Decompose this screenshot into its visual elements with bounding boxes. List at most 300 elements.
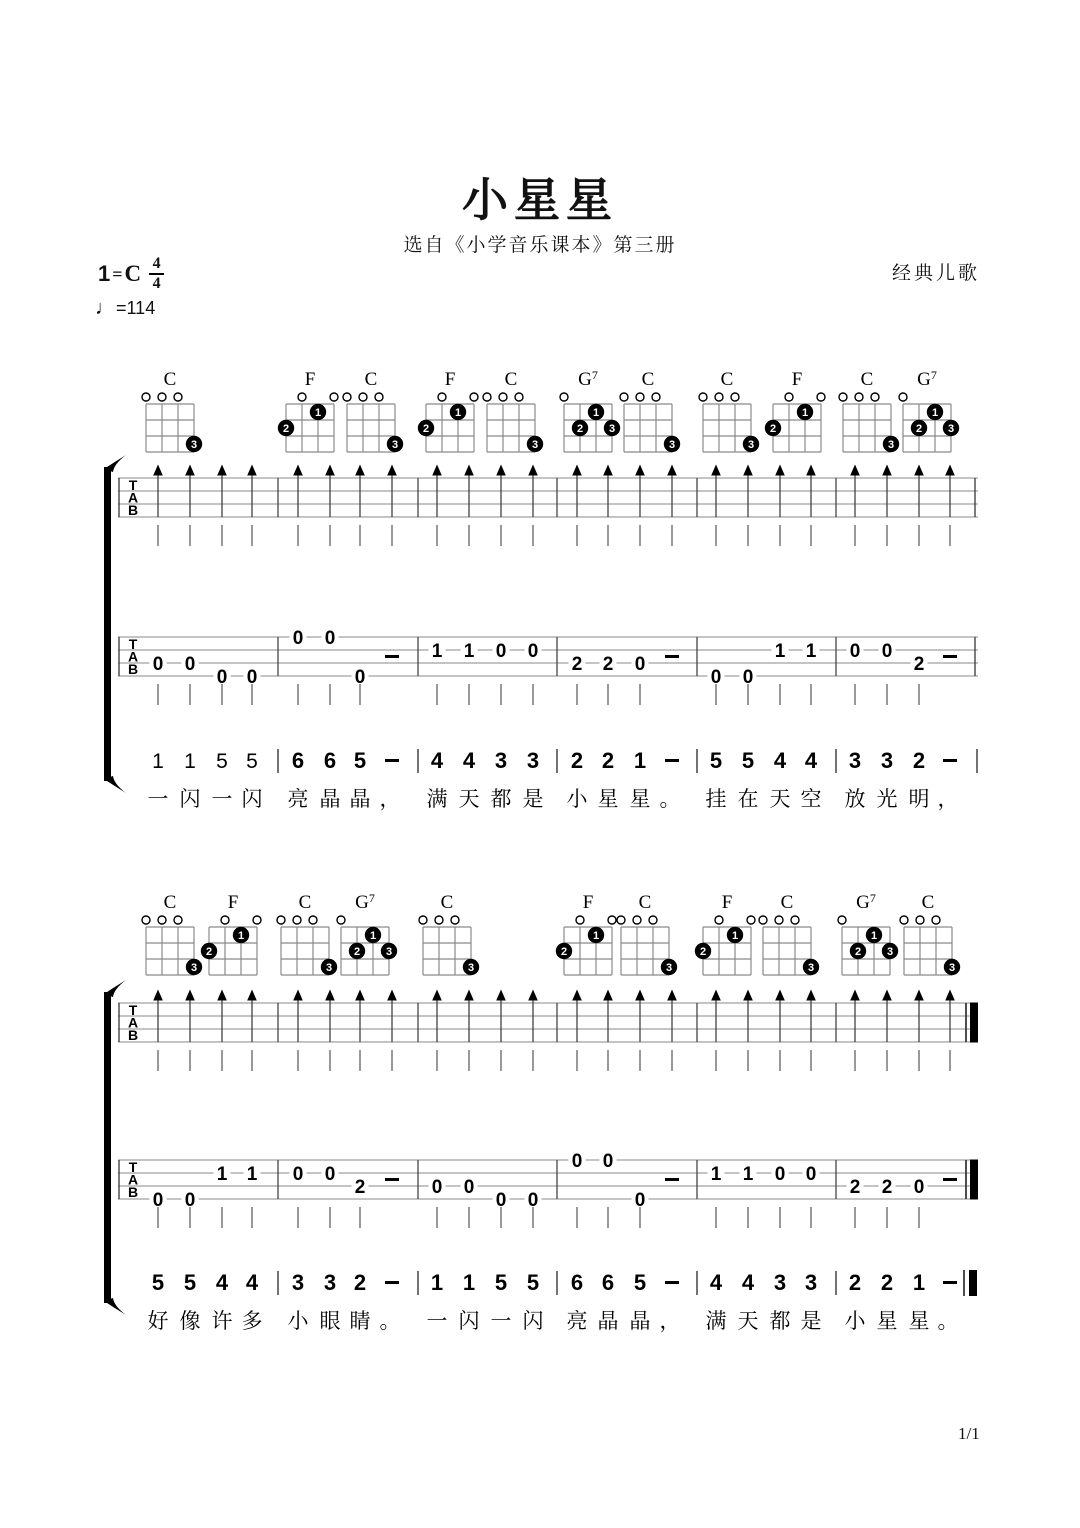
chord-name: C <box>440 892 454 913</box>
chord-diagram <box>765 369 825 452</box>
fret-number: 0 <box>431 1177 443 1198</box>
finger-number: 2 <box>915 423 923 435</box>
arrow-head <box>945 990 955 1001</box>
lyric-char: 空 <box>800 787 822 811</box>
fret-number: 2 <box>354 1177 366 1198</box>
tab-letter: A <box>127 1014 139 1031</box>
finger-number: 3 <box>947 423 955 435</box>
open-string-circle <box>620 393 628 401</box>
chord-diagram <box>142 369 202 452</box>
tab-letter: A <box>127 648 139 665</box>
arrow-head <box>496 990 506 1001</box>
half-note-dash <box>665 1178 679 1181</box>
arrow-head <box>355 990 365 1001</box>
strum-arrow <box>464 465 474 547</box>
tab-note <box>911 1177 928 1229</box>
lyric-char: 是 <box>522 787 544 811</box>
tab-note <box>708 1164 725 1229</box>
lyric-char: 闪 <box>522 1309 544 1333</box>
chord-diagram <box>343 369 403 452</box>
open-string-circle <box>499 393 507 401</box>
chord-name: $G^7$ <box>355 891 375 913</box>
arrow-head <box>387 990 397 1001</box>
chord-diagram <box>699 369 759 452</box>
finger-number: 1 <box>237 930 245 942</box>
arrow-head <box>293 465 303 476</box>
tab-note <box>600 654 617 706</box>
jianpu-number: 5 <box>216 750 228 773</box>
strum-arrow <box>325 990 335 1072</box>
arrow-head <box>528 465 538 476</box>
tab-note <box>879 1177 896 1229</box>
strum-arrow <box>153 465 163 547</box>
chord-diagram <box>201 892 261 975</box>
finger-number: 3 <box>948 962 956 974</box>
arrow-head <box>185 465 195 476</box>
strum-arrow <box>355 465 365 547</box>
open-string-circle <box>470 393 478 401</box>
open-string-circle <box>221 916 229 924</box>
jianpu-number: 2 <box>570 748 584 773</box>
arrow-head <box>850 990 860 1001</box>
strum-arrow <box>711 465 721 547</box>
fret-number: 0 <box>527 1190 539 1211</box>
open-string-circle <box>652 393 660 401</box>
open-string-circle <box>916 916 924 924</box>
tab-note <box>525 641 542 706</box>
tab-note <box>322 1164 339 1229</box>
lyric-char: 晶 <box>319 787 341 811</box>
arrow-head <box>185 990 195 1001</box>
system-bracket <box>104 467 111 781</box>
jianpu-dash <box>943 1281 957 1284</box>
open-string-circle <box>343 393 351 401</box>
fret-number: 1 <box>805 641 817 662</box>
lyric-char: 多 <box>241 1309 263 1333</box>
fret-number: 0 <box>913 1177 925 1198</box>
arrow-head <box>432 465 442 476</box>
arrow-head <box>325 465 335 476</box>
arrow-head <box>635 990 645 1001</box>
fret-number: 0 <box>881 641 893 662</box>
jianpu-number: 5 <box>183 1270 197 1295</box>
fret-number: 0 <box>849 641 861 662</box>
fret-number: 0 <box>571 1151 583 1172</box>
arrow-head <box>667 990 677 1001</box>
fret-number: 0 <box>216 667 228 688</box>
lyric-char: 。 <box>379 1309 401 1333</box>
lyric-char: 都 <box>769 1309 791 1333</box>
jianpu-number: 1 <box>430 1270 444 1295</box>
tab-letter: A <box>127 489 139 506</box>
tab-note <box>461 1177 478 1229</box>
jianpu-number: 4 <box>773 748 787 773</box>
arrow-head <box>247 990 257 1001</box>
open-string-circle <box>715 393 723 401</box>
lyric-char: 一 <box>147 787 169 811</box>
lyric-char: 像 <box>179 1309 201 1333</box>
song-credit: 经典儿歌 <box>891 263 980 284</box>
finger-number: 1 <box>870 930 878 942</box>
chord-diagram <box>142 892 202 975</box>
chord-name: F <box>582 892 594 913</box>
arrow-head <box>572 990 582 1001</box>
lyric-char: 亮 <box>566 1309 588 1333</box>
chord-name: C <box>364 369 378 390</box>
strum-arrow <box>603 465 613 547</box>
finger-number: 2 <box>769 423 777 435</box>
fret-number: 0 <box>602 1151 614 1172</box>
chord-name: C <box>298 892 312 913</box>
lyric-char: 星 <box>629 787 651 811</box>
lyric-char: 满 <box>705 1309 727 1333</box>
time-signature-bottom: 4 <box>152 275 161 292</box>
finger-number: 2 <box>353 946 361 958</box>
open-string-circle <box>435 916 443 924</box>
tab-note <box>493 641 510 706</box>
arrow-head <box>945 465 955 476</box>
lyric-char: 。 <box>659 787 681 811</box>
lyric-char: 一 <box>211 787 233 811</box>
strum-arrow <box>432 465 442 547</box>
open-string-circle <box>309 916 317 924</box>
arrow-head <box>806 465 816 476</box>
jianpu-dash <box>385 1281 399 1284</box>
open-string-circle <box>158 393 166 401</box>
tab-note <box>740 1164 757 1229</box>
jianpu-number: 6 <box>570 1270 584 1295</box>
arrow-head <box>850 465 860 476</box>
jianpu-number: 3 <box>773 1270 787 1295</box>
strum-arrow <box>572 990 582 1072</box>
tab-letter: B <box>127 1184 139 1201</box>
tab-letter: T <box>128 477 138 493</box>
lyric-char: 一 <box>426 1309 448 1333</box>
finger-number: 3 <box>531 439 539 451</box>
open-string-circle <box>298 393 306 401</box>
chord-name: C <box>860 369 874 390</box>
fret-number: 0 <box>324 1164 336 1185</box>
fret-number: 2 <box>881 1177 893 1198</box>
lyric-char: 一 <box>490 1309 512 1333</box>
finger-number: 3 <box>325 962 333 974</box>
tab-note <box>600 1151 617 1229</box>
fret-number: 0 <box>634 1190 646 1211</box>
fret-number: 0 <box>152 654 164 675</box>
strum-arrow <box>355 990 365 1072</box>
lyric-char: 晶 <box>629 1309 651 1333</box>
page-number: 1/1 <box>958 1424 980 1443</box>
fret-number: 0 <box>774 1164 786 1185</box>
lyric-char: 闪 <box>458 1309 480 1333</box>
tab-note <box>803 1164 820 1229</box>
fret-number: 2 <box>849 1177 861 1198</box>
key-tonic-number: 1 <box>98 261 111 286</box>
jianpu-number: 2 <box>601 748 615 773</box>
tab-letter: T <box>128 1002 138 1018</box>
lyric-char: 晶 <box>349 787 371 811</box>
finger-number: 1 <box>592 930 600 942</box>
fret-number: 0 <box>710 667 722 688</box>
half-note-dash <box>385 1178 399 1181</box>
jianpu-number: 4 <box>245 1270 259 1295</box>
finger-number: 3 <box>665 962 673 974</box>
jianpu-number: 3 <box>848 748 862 773</box>
open-string-circle <box>785 393 793 401</box>
lyric-char: 天 <box>737 1309 759 1333</box>
lyric-char: 睛 <box>349 1309 371 1333</box>
fret-number: 0 <box>152 1190 164 1211</box>
fret-number: 1 <box>742 1164 754 1185</box>
arrow-head <box>914 990 924 1001</box>
chord-diagram <box>277 892 337 975</box>
finger-number: 1 <box>801 407 809 419</box>
jianpu-number: 3 <box>526 748 540 773</box>
open-string-circle <box>293 916 301 924</box>
chord-diagram <box>419 892 479 975</box>
open-string-circle <box>483 393 491 401</box>
arrow-head <box>387 465 397 476</box>
open-string-circle <box>839 393 847 401</box>
strum-arrow <box>496 990 506 1072</box>
bracket-top-hook <box>104 980 126 997</box>
lyrics-line <box>148 1309 959 1334</box>
chord-diagram <box>483 369 543 452</box>
fret-number: 0 <box>184 654 196 675</box>
chord-name: F <box>227 892 239 913</box>
open-string-circle <box>142 393 150 401</box>
finger-number: 2 <box>205 946 213 958</box>
tab-note <box>214 1164 231 1229</box>
fret-number: 0 <box>634 654 646 675</box>
chord-diagram <box>838 891 898 975</box>
tab-note <box>569 654 586 706</box>
fret-number: 0 <box>495 1190 507 1211</box>
chord-diagram <box>278 369 338 452</box>
finger-number: 3 <box>608 423 616 435</box>
arrow-head <box>603 465 613 476</box>
chord-name: C <box>163 892 177 913</box>
tab-note <box>493 1190 510 1229</box>
chord-name: F <box>791 369 803 390</box>
song-title: 小星星 <box>462 175 618 226</box>
open-string-circle <box>900 916 908 924</box>
arrow-head <box>217 990 227 1001</box>
arrow-head <box>325 990 335 1001</box>
lyric-char: 天 <box>769 787 791 811</box>
chord-diagram <box>759 892 819 975</box>
melody-staff <box>118 628 978 706</box>
chord-name: F <box>444 369 456 390</box>
lyric-char: 星 <box>597 787 619 811</box>
arrow-head <box>247 465 257 476</box>
open-string-circle <box>617 916 625 924</box>
arrow-head <box>806 990 816 1001</box>
tab-note <box>708 667 725 706</box>
open-string-circle <box>337 916 345 924</box>
tab-note <box>879 641 896 706</box>
strum-arrow <box>325 465 335 547</box>
lyric-char: 亮 <box>287 787 309 811</box>
jianpu-number: 1 <box>633 748 647 773</box>
strum-arrow <box>635 465 645 547</box>
finger-number: 3 <box>385 946 393 958</box>
finger-number: 2 <box>854 946 862 958</box>
tab-note <box>772 641 789 706</box>
finger-number: 3 <box>887 439 895 451</box>
fret-number: 1 <box>774 641 786 662</box>
tab-note <box>182 654 199 706</box>
open-string-circle <box>838 916 846 924</box>
arrow-head <box>775 990 785 1001</box>
jianpu-number: 5 <box>151 1270 165 1295</box>
finger-number: 3 <box>391 439 399 451</box>
fret-number: 0 <box>292 1164 304 1185</box>
jianpu-number: 3 <box>323 1270 337 1295</box>
strum-arrow <box>247 465 257 547</box>
lyric-char: 闪 <box>179 787 201 811</box>
chord-diagram <box>560 368 620 452</box>
tab-note <box>525 1190 542 1229</box>
open-string-circle <box>633 916 641 924</box>
fret-number: 0 <box>495 641 507 662</box>
finger-number: 2 <box>560 946 568 958</box>
tab-letter: B <box>127 502 139 519</box>
lyric-char: 闪 <box>241 787 263 811</box>
tab-note <box>429 641 446 706</box>
tab-note <box>569 1151 586 1229</box>
open-string-circle <box>419 916 427 924</box>
open-string-circle <box>330 393 338 401</box>
finger-number: 3 <box>886 946 894 958</box>
lyric-char: 挂 <box>705 787 727 811</box>
jianpu-number: 2 <box>912 748 926 773</box>
finger-number: 3 <box>807 962 815 974</box>
fret-number: 1 <box>710 1164 722 1185</box>
finger-number: 2 <box>422 423 430 435</box>
key-letter: C <box>124 261 142 286</box>
strum-arrow <box>464 990 474 1072</box>
arrow-head <box>775 465 785 476</box>
lyric-char: 好 <box>147 1309 169 1333</box>
lyric-char: 许 <box>211 1309 233 1333</box>
finger-number: 1 <box>731 930 739 942</box>
open-string-circle <box>438 393 446 401</box>
chord-diagram <box>617 892 677 975</box>
strum-arrow <box>432 990 442 1072</box>
tab-letter: T <box>128 636 138 652</box>
open-string-circle <box>747 916 755 924</box>
chord-diagram <box>900 892 960 975</box>
strum-arrow <box>667 990 677 1072</box>
chord-name: $G^7$ <box>917 368 937 390</box>
open-string-circle <box>871 393 879 401</box>
strum-arrow <box>806 990 816 1072</box>
jianpu-number: 5 <box>494 1270 508 1295</box>
tab-note <box>352 1177 369 1229</box>
lyric-char: 小 <box>287 1309 309 1333</box>
open-string-circle <box>174 393 182 401</box>
strum-arrow <box>945 990 955 1072</box>
strum-arrow <box>153 990 163 1072</box>
chord-diagram <box>839 369 899 452</box>
tab-note <box>322 628 339 706</box>
jianpu-number: 5 <box>741 748 755 773</box>
chord-name: C <box>638 892 652 913</box>
jianpu-number: 5 <box>246 750 258 773</box>
jianpu-number: 6 <box>291 748 305 773</box>
finger-number: 1 <box>314 407 322 419</box>
lyric-char: ， <box>937 787 959 811</box>
tab-letter: B <box>127 661 139 678</box>
fret-number: 0 <box>184 1190 196 1211</box>
arrow-head <box>914 465 924 476</box>
strum-arrow <box>806 465 816 547</box>
strum-staff <box>118 990 978 1072</box>
arrow-head <box>882 990 892 1001</box>
finger-number: 2 <box>699 946 707 958</box>
fret-number: 2 <box>571 654 583 675</box>
strum-arrow <box>945 465 955 547</box>
jianpu-number: 4 <box>804 748 818 773</box>
final-thick-barline <box>970 1160 978 1200</box>
chord-name: C <box>641 369 655 390</box>
fret-number: 2 <box>913 654 925 675</box>
tab-note <box>290 1164 307 1229</box>
open-string-circle <box>359 393 367 401</box>
tab-letter: T <box>128 1159 138 1175</box>
system-bracket <box>104 992 111 1303</box>
jianpu-number: 5 <box>526 1270 540 1295</box>
jianpu-number: 2 <box>353 1270 367 1295</box>
lyric-char: 满 <box>426 787 448 811</box>
tab-note <box>461 641 478 706</box>
tab-note <box>847 1177 864 1229</box>
arrow-head <box>464 990 474 1001</box>
strum-arrow <box>667 465 677 547</box>
jianpu-number: 3 <box>880 748 894 773</box>
arrow-head <box>496 465 506 476</box>
fret-number: 0 <box>246 667 258 688</box>
bracket-top-hook <box>104 455 126 472</box>
key-equals: = <box>112 263 123 284</box>
tab-note <box>772 1164 789 1229</box>
strum-arrow <box>528 465 538 547</box>
open-string-circle <box>158 916 166 924</box>
song-subtitle: 选自《小学音乐课本》第三册 <box>403 235 677 256</box>
chord-diagram <box>899 368 959 452</box>
open-string-circle <box>899 393 907 401</box>
lyric-char: 小 <box>566 787 588 811</box>
strum-arrow <box>743 990 753 1072</box>
lyric-char: 眼 <box>319 1309 341 1333</box>
fret-number: 0 <box>805 1164 817 1185</box>
tab-note <box>244 667 261 706</box>
arrow-head <box>293 990 303 1001</box>
strum-arrow <box>603 990 613 1072</box>
strum-arrow <box>711 990 721 1072</box>
tab-note <box>632 1190 649 1229</box>
tab-letter: B <box>127 1027 139 1044</box>
chord-name: C <box>780 892 794 913</box>
arrow-head <box>528 990 538 1001</box>
lyric-char: 都 <box>490 787 512 811</box>
open-string-circle <box>775 916 783 924</box>
open-string-circle <box>560 393 568 401</box>
fret-number: 1 <box>246 1164 258 1185</box>
fret-number: 0 <box>292 628 304 649</box>
arrow-head <box>432 990 442 1001</box>
